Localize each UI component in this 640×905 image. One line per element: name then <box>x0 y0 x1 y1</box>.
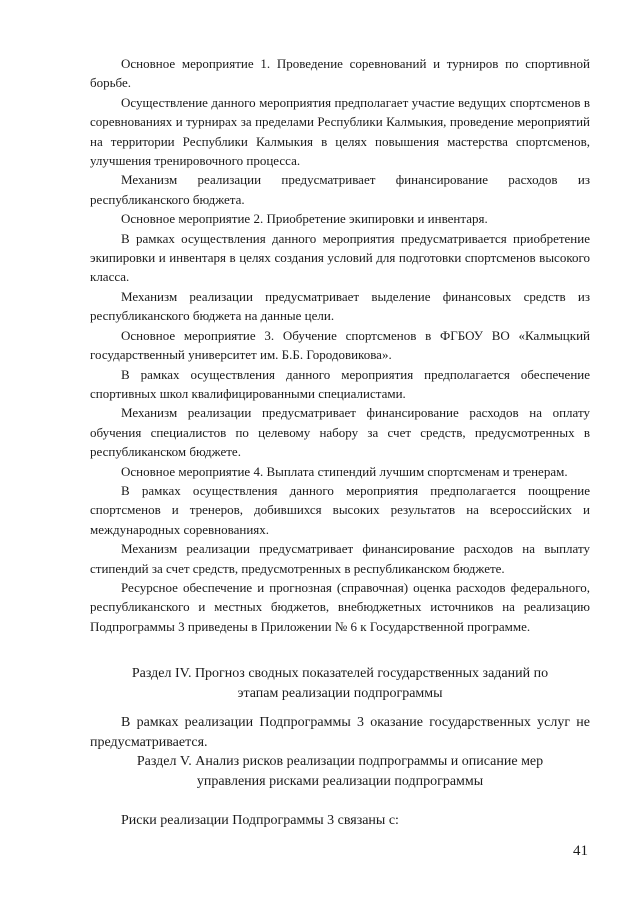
page-number: 41 <box>573 843 588 859</box>
paragraph: Основное мероприятие 4. Выплата стипендий лучшим спортсменам и тренерам. <box>121 463 568 479</box>
paragraph: Механизм реализации предусматривает финансирование расходов на оплату обучения специалистов по целевому набору за счет средств, предусмотренных в республиканском бюджете. <box>90 405 590 460</box>
body-text <box>90 54 590 636</box>
paragraph: В рамках осуществления данного мероприятия предполагается поощрение спортсменов и тренеров, добившихся высоких результатов на всероссийских и международных соревнованиях. <box>90 482 590 537</box>
paragraph: В рамках осуществления данного мероприятия предполагается обеспечение спортивных школ квалифицированными специалистами. <box>90 366 590 401</box>
paragraph: В рамках осуществления данного мероприятия предусматривается приобретение экипировки и инвентаря в целях создания условий для подготовки спортсменов высокого класса. <box>90 230 590 285</box>
paragraph: Основное мероприятие 1. Проведение соревнований и турниров по спортивной борьбе. <box>90 56 590 91</box>
paragraph: Механизм реализации предусматривает финансирование расходов из республиканского бюджета. <box>90 172 590 207</box>
section-4-title: Раздел IV. Прогноз сводных показателей государственных заданий по этапам реализации подпрограммы <box>131 666 549 701</box>
paragraph: Основное мероприятие 3. Обучение спортсменов в ФГБОУ ВО «Калмыцкий государственный университет им. Б.Б. Городовикова». <box>90 327 590 363</box>
paragraph: Механизм реализации предусматривает финансирование расходов на выплату стипендий за счет средств, предусмотренных в республиканском бюджете. <box>90 541 590 576</box>
section-5-text: Риски реализации Подпрограммы 3 связаны с: <box>121 813 399 828</box>
paragraph: Ресурсное обеспечение и прогнозная (справочная) оценка расходов федерального, республиканского и местных бюджетов, внебюджетных источников на реализацию Подпрограммы 3 приведены в Приложении № 6 к Государственной программе. <box>90 579 590 634</box>
section-4-text: В рамках реализации Подпрограммы 3 оказание государственных услуг не предусматривается. <box>90 715 590 750</box>
paragraph: Осуществление данного мероприятия предполагает участие ведущих спортсменов в соревнованиях и турнирах за пределами Республики Калмыкия, проведение мероприятий на территории Республики Калмыкия в целях повышения мастерства спортсменов, улучшения тренировочного процесса. <box>90 94 590 169</box>
paragraph: Основное мероприятие 2. Приобретение экипировки и инвентаря. <box>121 211 488 227</box>
paragraph: Механизм реализации предусматривает выделение финансовых средств из республиканского бюджета на данные цели. <box>90 288 590 324</box>
section-5-title: Раздел V. Анализ рисков реализации подпрограммы и описание мер управления рисками реализации подпрограммы <box>136 754 544 789</box>
